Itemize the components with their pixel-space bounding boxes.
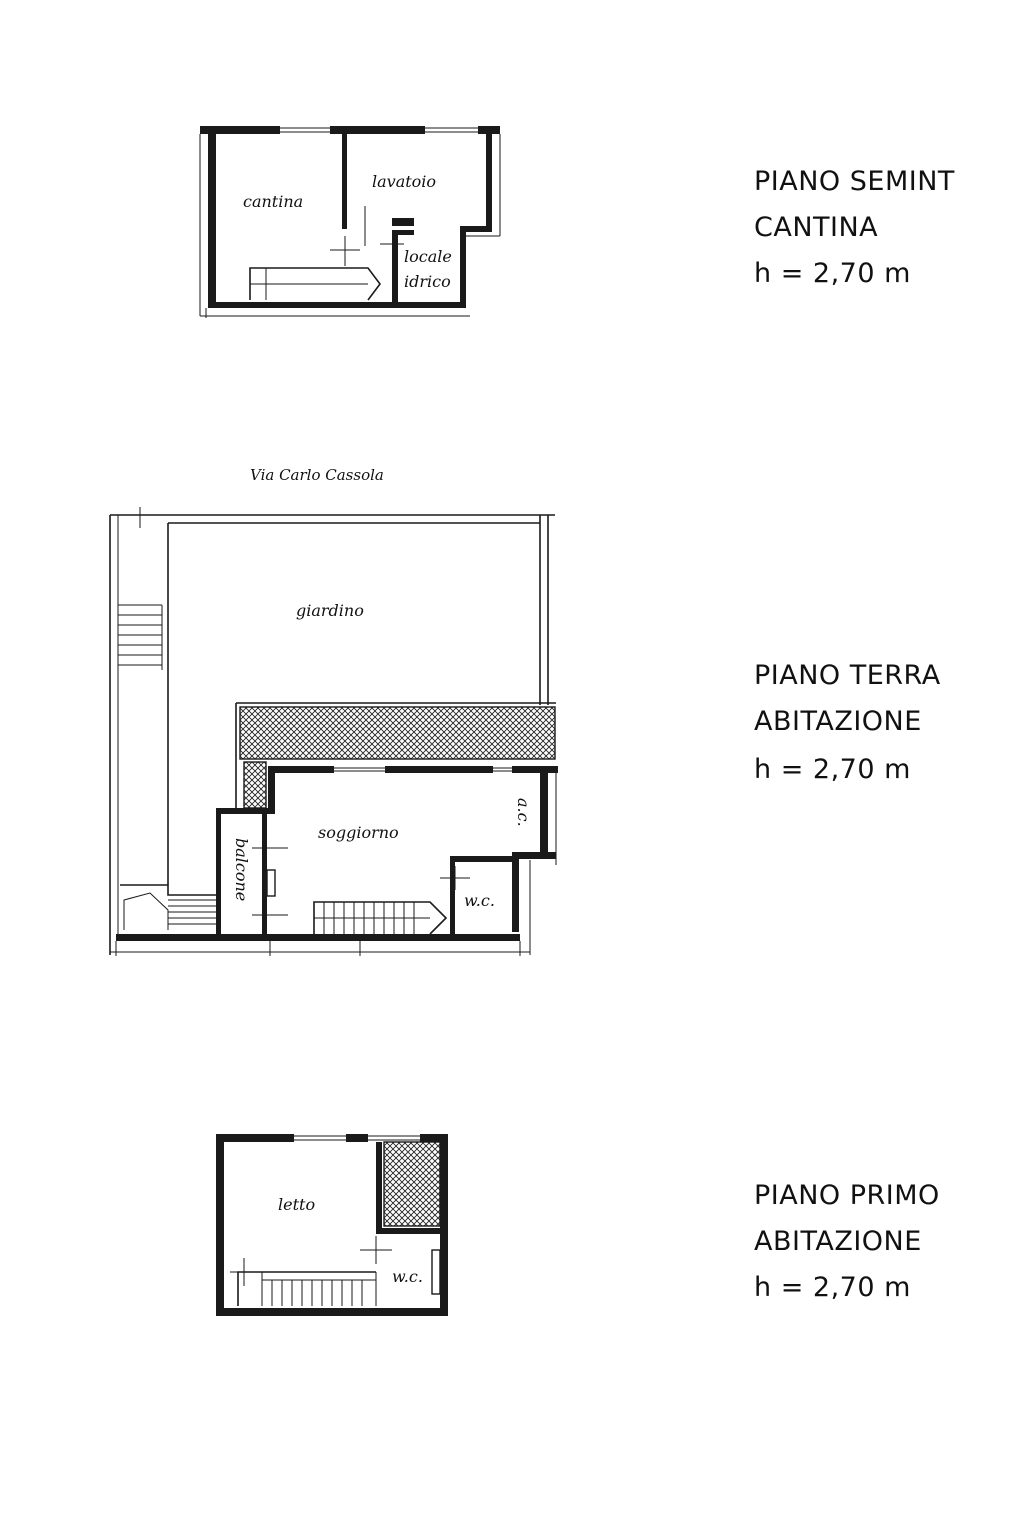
plan-primo: [216, 1134, 448, 1316]
room-label-ac: a.c.: [514, 798, 533, 827]
room-label-giardino: giardino: [296, 601, 364, 620]
room-label-idrico: idrico: [404, 272, 451, 291]
room-label-wc-primo: w.c.: [392, 1267, 423, 1286]
legend-heading: PIANO SEMINT: [754, 166, 955, 197]
legend-height: h = 2,70 m: [754, 1272, 911, 1303]
plan-seminterrato: [200, 126, 500, 318]
room-label-letto: letto: [278, 1195, 316, 1214]
hatched-stairwell: [384, 1142, 440, 1226]
street-label: Via Carlo Cassola: [250, 466, 384, 484]
legend-use: ABITAZIONE: [754, 706, 922, 737]
plan-terra: [110, 466, 558, 956]
stair-terra-left: [118, 605, 162, 670]
legend-use: ABITAZIONE: [754, 1226, 922, 1257]
room-label-balcone: balcone: [232, 838, 251, 902]
stair-seminterrato: [250, 268, 380, 300]
room-label-locale: locale: [404, 247, 452, 266]
room-label-soggiorno: soggiorno: [318, 823, 399, 842]
stair-terra-bottom-left: [120, 885, 218, 930]
legend-height: h = 2,70 m: [754, 754, 911, 785]
legend-seminterrato: [754, 166, 955, 289]
legend-heading: PIANO TERRA: [754, 660, 941, 691]
stair-primo: [238, 1272, 376, 1306]
legend-primo: [754, 1180, 940, 1303]
legend-height: h = 2,70 m: [754, 258, 911, 289]
legend-heading: PIANO PRIMO: [754, 1180, 940, 1211]
room-label-cantina: cantina: [243, 192, 304, 211]
room-label-lavatoio: lavatoio: [372, 172, 437, 191]
legend-terra: [754, 660, 941, 785]
legend-use: CANTINA: [754, 212, 879, 243]
hatched-terrace: [240, 707, 555, 759]
stair-terra-central: [314, 902, 446, 934]
room-label-wc-terra: w.c.: [464, 891, 495, 910]
